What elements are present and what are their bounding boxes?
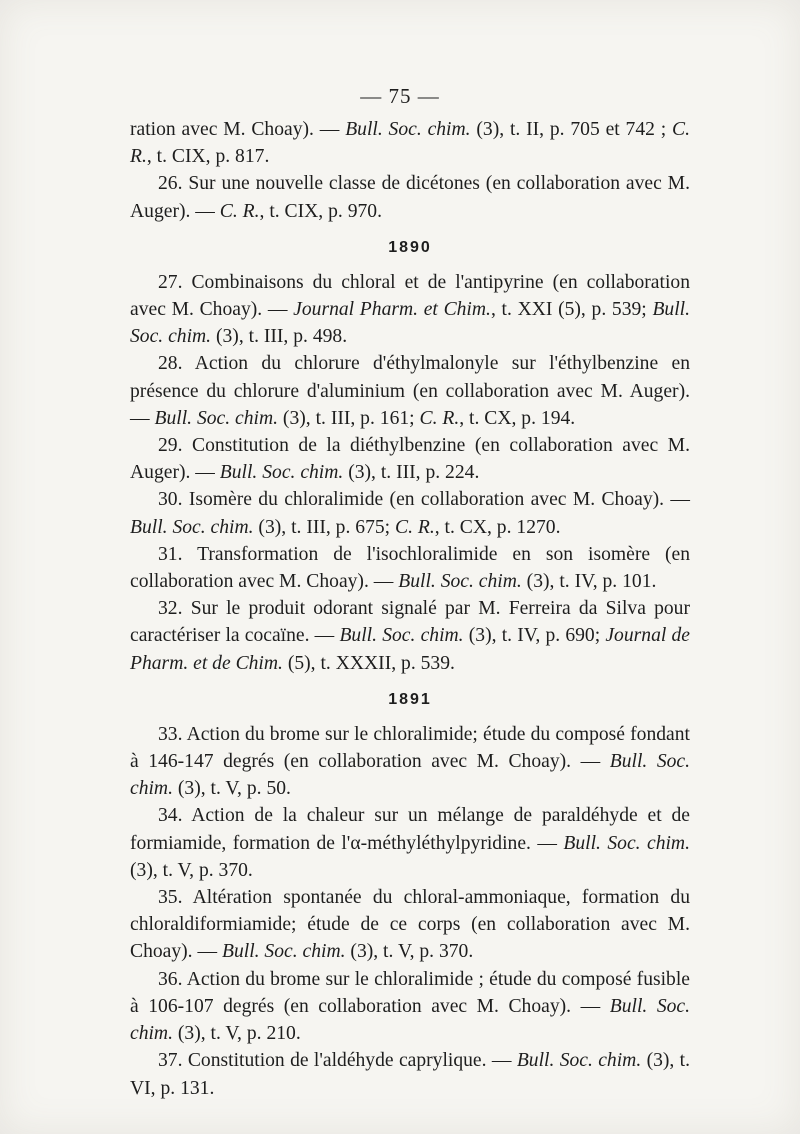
citation-reference: Bull. Soc. chim. xyxy=(398,571,522,593)
entry-text: (5), t. XXXII, p. 539. xyxy=(282,652,455,674)
entry-text: 37. Constitution de l'aldéhyde caprylique. — xyxy=(158,1050,517,1072)
bibliography-entry xyxy=(130,541,690,595)
bibliography-entry xyxy=(130,802,690,884)
year-heading-1891: 1891 xyxy=(388,690,432,708)
bibliography-entry xyxy=(130,432,690,486)
citation-reference: C. R. xyxy=(395,516,435,538)
bibliography-entry xyxy=(130,486,690,540)
citation-reference: Journal Pharm. et Chim. xyxy=(293,299,491,321)
entry-text: 33. Action du brome sur le chloralimide; étude du composé fondant à 146-147 degrés (en collaboration avec M. Choay). — xyxy=(130,723,690,773)
entry-text: (3), t. IV, p. 101. xyxy=(521,571,657,593)
entry-text: (3), t. V, p. 370. xyxy=(130,859,253,881)
citation-reference: Bull. Soc. chim. xyxy=(345,119,471,140)
entry-text: , t. CIX, p. 817. xyxy=(146,146,270,168)
entry-text: (3), t. V, p. 210. xyxy=(173,1023,301,1045)
entry-text: (3), t. III, p. 675; xyxy=(253,516,396,538)
citation-reference: C. R. xyxy=(219,200,260,222)
entry-text: , t. CIX, p. 970. xyxy=(259,200,382,222)
entry-text: (3), t. II, p. 705 et 742 ; xyxy=(470,119,673,140)
year-heading-1890: 1890 xyxy=(388,238,432,256)
entry-text: (3), t. IV, p. 690; xyxy=(463,625,606,647)
entry-text: 34. Action de la chaleur sur un mélange de paraldéhyde et de formiamide, formation de l'α-méthyléthylpyridine. — xyxy=(130,805,690,854)
citation-reference: Journal de Pharm. et de Chim. xyxy=(130,625,690,674)
entry-text: 31. Transformation de l'isochloralimide en son isomère (en collaboration avec M. Choay). — xyxy=(130,543,690,593)
entry-text: (3), t. III, p. 224. xyxy=(343,462,480,484)
entry-text: 35. Altération spontanée du chloral-ammoniaque, formation du chloraldiformiamide; étude de ce corps (en collaboration avec M. Choay). — xyxy=(130,887,690,963)
bibliography-entry xyxy=(130,595,690,677)
bibliography-entry xyxy=(130,269,690,351)
citation-reference: Bull. Soc. chim. xyxy=(219,462,344,484)
bibliography-entry xyxy=(130,1047,690,1101)
page-number: — 75 — xyxy=(360,84,440,108)
entry-text: , t. CX, p. 194. xyxy=(459,407,576,429)
citation-reference: C. R. xyxy=(130,119,691,168)
bibliography-entry xyxy=(130,884,690,966)
bibliography-entry xyxy=(130,170,690,224)
citation-reference: Bull. Soc. chim. xyxy=(130,995,691,1045)
citation-reference: C. R. xyxy=(419,407,460,429)
citation-reference: Bull. Soc. chim. xyxy=(130,516,254,538)
entries-1890 xyxy=(130,269,690,677)
citation-reference: Bull. Soc. chim. xyxy=(130,299,690,348)
citation-reference: Bull. Soc. chim. xyxy=(130,751,691,800)
entry-text: ration avec M. Choay). — xyxy=(130,119,346,140)
entry-text: (3), t. III, p. 161; xyxy=(278,407,420,429)
citation-reference: Bull. Soc. chim. xyxy=(154,407,279,429)
entry-text: 36. Action du brome sur le chloralimide ; étude du composé fusible à 106-107 degrés (en collaboration avec M. Choay). — xyxy=(130,968,690,1017)
bibliography-entry xyxy=(130,116,690,170)
entry-text: (3), t. V, p. 370. xyxy=(345,941,474,963)
entry-text: (3), t. VI, p. 131. xyxy=(130,1050,691,1099)
entry-text: 29. Constitution de la diéthylbenzine (en collaboration avec M. Auger). — xyxy=(130,435,690,484)
entries-before xyxy=(130,116,690,225)
entry-text: 28. Action du chlorure d'éthylmalonyle sur l'éthylbenzine en présence du chlorure d'aluminium (en collaboration avec M. Auger). — xyxy=(130,353,690,429)
citation-reference: Bull. Soc. chim. xyxy=(221,941,346,963)
bibliography-entry xyxy=(130,966,690,1048)
citation-reference: Bull. Soc. chim. xyxy=(563,832,690,854)
entry-text: , t. CX, p. 1270. xyxy=(434,516,561,538)
bibliography-body xyxy=(130,116,690,1102)
entry-text: 32. Sur le produit odorant signalé par M. Ferreira da Silva pour caractériser la cocaïne. — xyxy=(130,598,690,647)
entry-text: 30. Isomère du chloralimide (en collaboration avec M. Choay). — xyxy=(158,489,690,511)
bibliography-entry xyxy=(130,721,690,803)
entry-text: (3), t. V, p. 50. xyxy=(173,778,291,800)
entry-text: (3), t. III, p. 498. xyxy=(211,326,348,348)
bibliography-entry xyxy=(130,350,690,432)
citation-reference: Bull. Soc. chim. xyxy=(516,1050,642,1072)
entry-text: , t. XXI (5), p. 539; xyxy=(490,299,653,321)
entries-1891 xyxy=(130,721,690,1102)
entry-text: 27. Combinaisons du chloral et de l'antipyrine (en collaboration avec M. Choay). — xyxy=(130,271,690,321)
entry-text: 26. Sur une nouvelle classe de dicétones (en collaboration avec M. Auger). — xyxy=(130,173,690,222)
citation-reference: Bull. Soc. chim. xyxy=(339,625,464,647)
